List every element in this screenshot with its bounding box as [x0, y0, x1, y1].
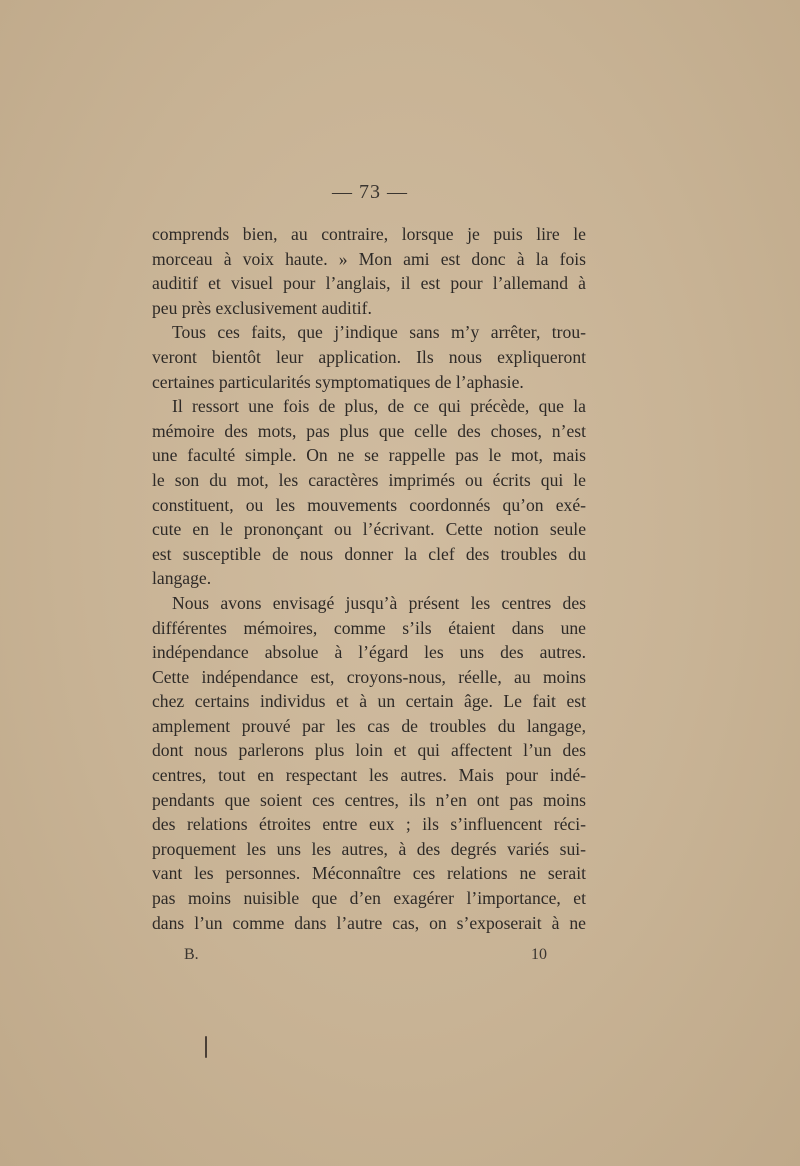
text-line: centres, tout en respectant les autres. Mais pour indé-	[152, 765, 586, 786]
text-line: proquement les uns les autres, à des degrés variés sui-	[152, 838, 586, 859]
text-line: vant les personnes. Méconnaître ces relations ne serait	[152, 863, 586, 884]
text-line: amplement prouvé par les cas de troubles du langage,	[152, 715, 586, 736]
text-line: différentes mémoires, comme s’ils étaient dans une	[152, 617, 586, 638]
text-line: Tous ces faits, que j’indique sans m’y arrêter, trou-	[172, 322, 586, 343]
text-line: comprends bien, au contraire, lorsque je puis lire le	[152, 224, 586, 244]
text-line: langage.	[152, 568, 212, 589]
text-line: pendants que soient ces centres, ils n’en ont pas moins	[152, 789, 586, 810]
text-line: constituent, ou les mouvements coordonnés qu’on exé-	[152, 494, 586, 515]
signature-mark: B.	[184, 946, 199, 963]
text-line: indépendance absolue à l’égard les uns des autres.	[152, 642, 586, 663]
text-line: des relations étroites entre eux ; ils s’influencent réci-	[152, 814, 586, 835]
text-line: veront bientôt leur application. Ils nous expliqueront	[152, 346, 586, 367]
text-line: cute en le prononçant ou l’écrivant. Cette notion seule	[152, 519, 586, 540]
sheet-number: 10	[531, 946, 547, 963]
text-line: peu près exclusivement auditif.	[152, 297, 372, 318]
text-line: pas moins nuisible que d’en exagérer l’importance, et	[152, 888, 586, 909]
paper-mark	[205, 1036, 207, 1058]
text-line: une faculté simple. On ne se rappelle pas le mot, mais	[152, 445, 586, 466]
text-line: Nous avons envisagé jusqu’à présent les centres des	[172, 592, 586, 613]
text-line: Cette indépendance est, croyons-nous, réelle, au moins	[152, 666, 586, 687]
text-line: le son du mot, les caractères imprimés ou écrits qui le	[152, 469, 586, 490]
text-line: est susceptible de nous donner la clef des troubles du	[152, 543, 586, 564]
text-line: dont nous parlerons plus loin et qui affectent l’un des	[152, 740, 586, 761]
text-line: mémoire des mots, pas plus que celle des choses, n’est	[152, 420, 586, 441]
text-line: auditif et visuel pour l’anglais, il est pour l’allemand à	[152, 273, 586, 294]
page-number: — 73 —	[332, 181, 408, 203]
body-text	[152, 222, 586, 935]
text-line: dans l’un comme dans l’autre cas, on s’exposerait à ne	[152, 912, 586, 933]
text-line: certaines particularités symptomatiques de l’aphasie.	[152, 371, 524, 392]
text-line: Il ressort une fois de plus, de ce qui précède, que la	[172, 396, 586, 417]
text-line: morceau à voix haute. » Mon ami est donc à la fois	[152, 248, 586, 269]
text-line: chez certains individus et à un certain âge. Le fait est	[152, 691, 586, 712]
